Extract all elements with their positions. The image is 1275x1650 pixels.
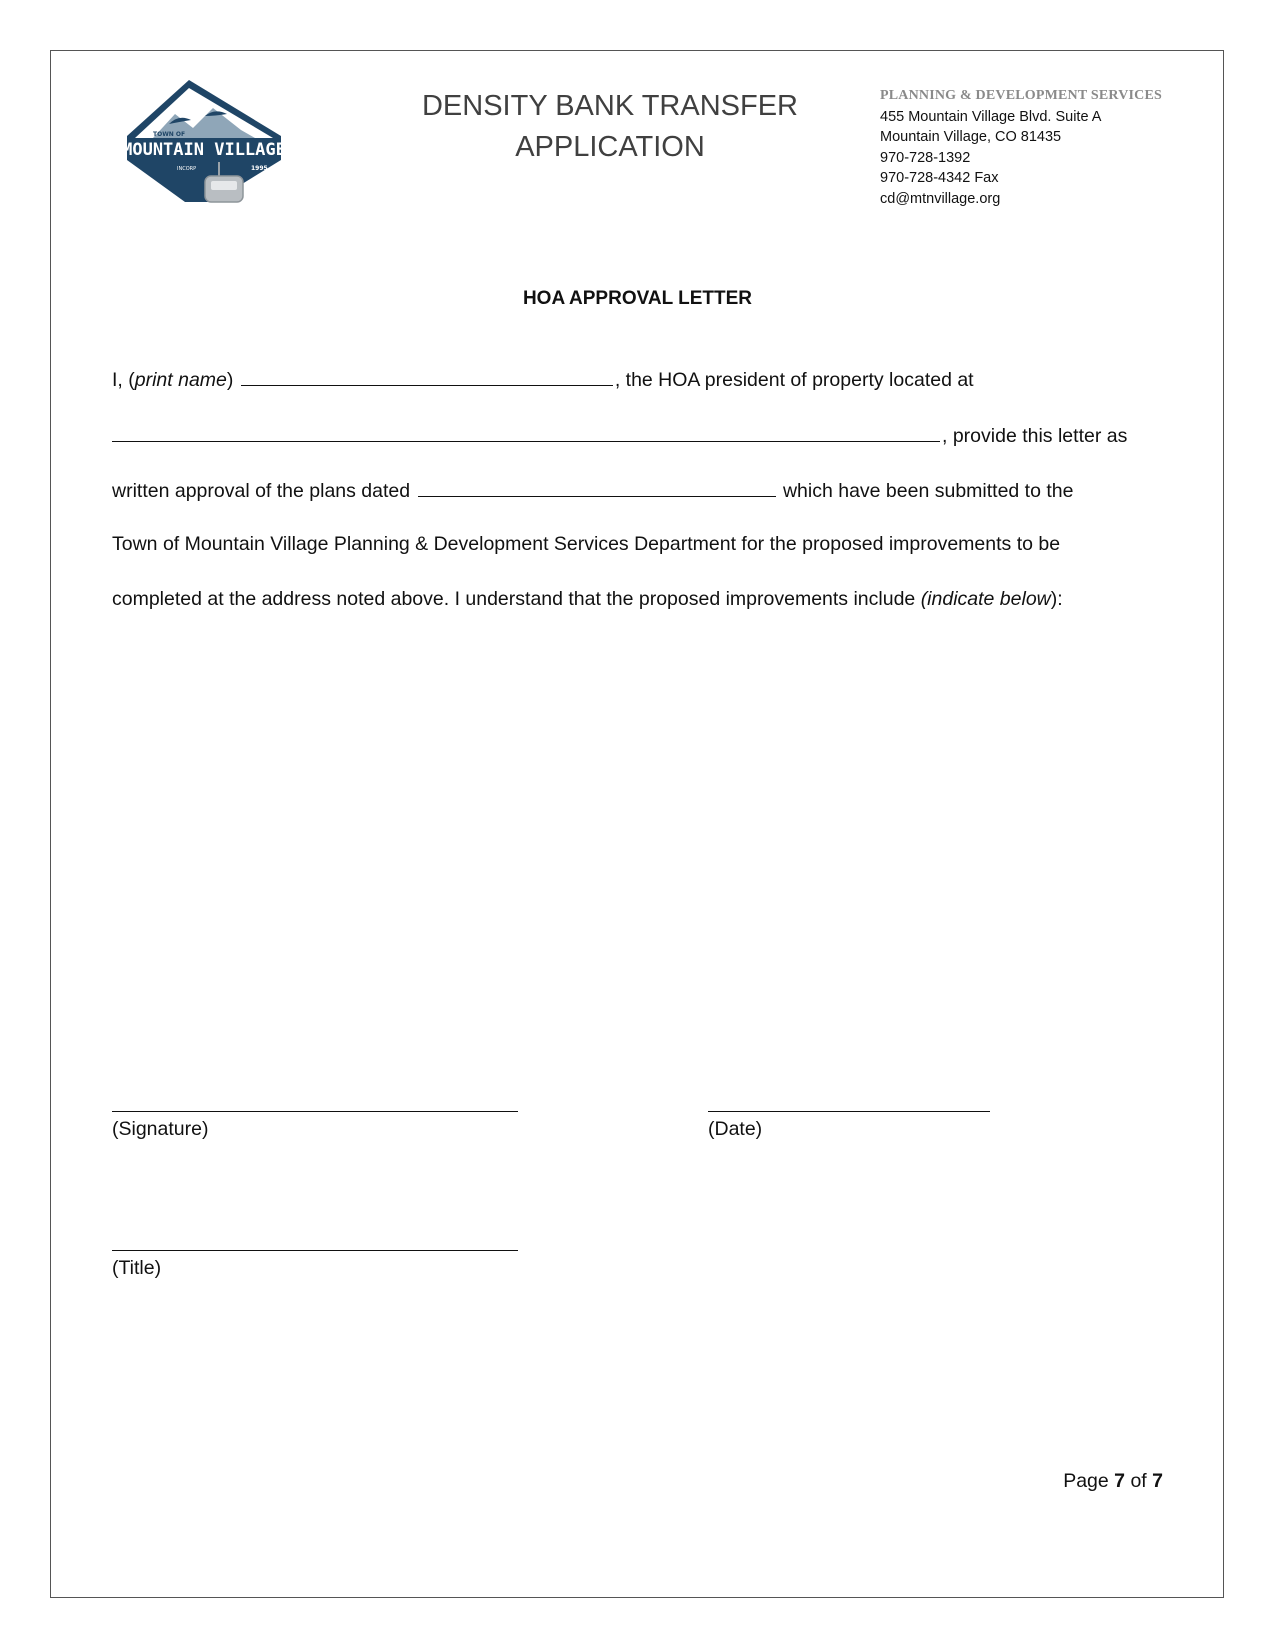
of-word: of (1130, 1470, 1147, 1492)
date-label: (Date) (708, 1118, 763, 1140)
line1-suffix: , the HOA president of property located at (614, 369, 974, 391)
document-title-line2: APPLICATION (515, 131, 705, 163)
letter-line-3 (112, 478, 1073, 503)
page-total: 7 (1152, 1470, 1163, 1492)
page-word: Page (1063, 1470, 1109, 1492)
town-logo (113, 78, 295, 208)
letter-line-1 (112, 367, 974, 392)
logo-name: MOUNTAIN VILLAGE (122, 140, 286, 160)
line5-prefix: completed at the address noted above. I understand that the proposed improvements include (112, 588, 921, 610)
line5-suffix: ): (1050, 588, 1063, 610)
phone-number: 970-728-1392 (880, 149, 971, 166)
address-line1: 455 Mountain Village Blvd. Suite A (880, 108, 1102, 125)
plans-date-blank[interactable] (418, 478, 776, 497)
print-name-blank[interactable] (241, 367, 613, 386)
logo-year: 1995 (251, 165, 268, 172)
page-current: 7 (1114, 1470, 1126, 1492)
document-title-line1: DENSITY BANK TRANSFER (421, 90, 798, 122)
line3-prefix: written approval of the plans dated (112, 480, 411, 502)
address-line2: Mountain Village, CO 81435 (880, 129, 1062, 145)
letter-line-5 (112, 588, 1063, 611)
property-address-blank[interactable] (112, 423, 940, 442)
line1-italic: print name (134, 369, 227, 391)
letter-heading: HOA APPROVAL LETTER (522, 288, 753, 309)
document-title (400, 86, 820, 168)
signature-line[interactable] (112, 1111, 518, 1112)
line2-text: , provide this letter as (942, 425, 1128, 447)
line5-italic: (indicate below (920, 588, 1051, 610)
date-line[interactable] (708, 1111, 990, 1112)
email-address: cd@mtnvillage.org (880, 190, 1001, 207)
line3-suffix: which have been submitted to the (782, 480, 1074, 502)
letter-line-2 (112, 423, 1127, 448)
department-name: PLANNING & DEVELOPMENT SERVICES (880, 88, 1162, 103)
contact-block (880, 86, 1162, 209)
line1-close-paren: ) (226, 369, 234, 391)
logo-town-of: TOWN OF (153, 131, 186, 138)
line1-prefix: I, ( (112, 369, 135, 391)
title-label: (Title) (112, 1257, 162, 1279)
title-line[interactable] (112, 1250, 518, 1251)
signature-label: (Signature) (112, 1118, 209, 1140)
page-border (50, 50, 1224, 1598)
logo-incorp: INCORP (177, 166, 197, 172)
letter-line-4: Town of Mountain Village Planning & Development Services Department for the proposed improvements to be (112, 533, 1061, 555)
page-number (1063, 1470, 1163, 1493)
fax-number: 970-728-4342 Fax (880, 170, 999, 186)
